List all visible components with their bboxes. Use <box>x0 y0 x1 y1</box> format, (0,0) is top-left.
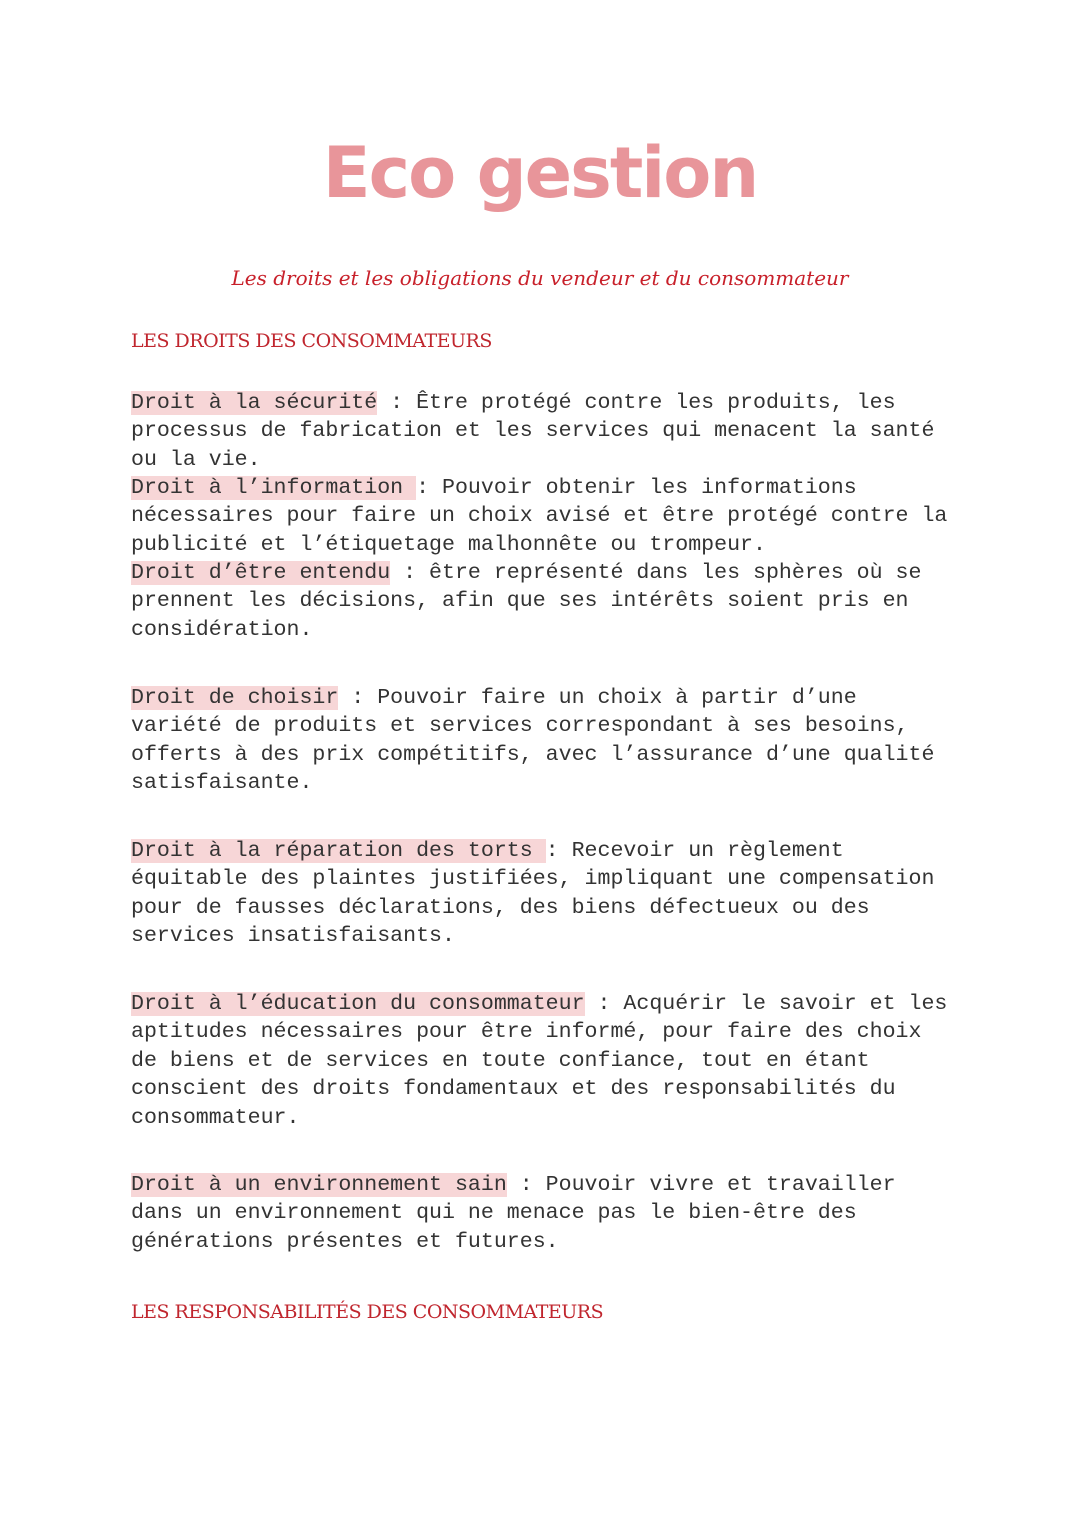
right-description: : Recevoir un règlement équitable des plaintes justifiées, impliquant une compensation pour de fausses déclarations, des biens défectueux ou des services insatisfaisants. <box>131 839 935 949</box>
right-paragraph <box>131 474 951 559</box>
right-description: : Pouvoir faire un choix à partir d’une variété de produits et services correspondant à ses besoins, offerts à des prix compétitifs, avec l’assurance d’une qualité satisfaisante. <box>131 686 935 796</box>
right-description: : Pouvoir vivre et travailler dans un environnement qui ne menace pas le bien-être des générations présentes et futures. <box>131 1173 896 1254</box>
right-term: Droit d’être entendu <box>131 561 391 585</box>
right-paragraph <box>131 684 951 798</box>
section-heading-rights: LES DROITS DES CONSOMMATEURS <box>131 330 492 352</box>
right-description: : Acquérir le savoir et les aptitudes nécessaires pour être informé, pour faire des choix de biens et de services en toute confiance, tout en étant conscient des droits fondamentaux et des responsabilités du consommateur. <box>131 992 948 1130</box>
page-title: Eco gestion <box>322 132 758 214</box>
right-term: Droit de choisir <box>131 686 339 710</box>
right-paragraph <box>131 990 951 1132</box>
right-paragraph <box>131 837 951 951</box>
right-paragraph <box>131 389 951 474</box>
right-description: : Pouvoir obtenir les informations nécessaires pour faire un choix avisé et être protégé contre la publicité et l’étiquetage malhonnête ou trompeur. <box>131 476 948 557</box>
right-term: Droit à l’éducation du consommateur <box>131 992 585 1016</box>
right-term: Droit à la réparation des torts <box>131 839 546 863</box>
right-description: : être représenté dans les sphères où se prennent les décisions, afin que ses intérêts soient pris en considération. <box>131 561 922 642</box>
right-description: : Être protégé contre les produits, les processus de fabrication et les services qui menacent la santé ou la vie. <box>131 391 935 472</box>
right-term: Droit à l’information <box>131 476 417 500</box>
section-heading-responsibilities: LES RESPONSABILITÉS DES CONSOMMATEURS <box>131 1301 604 1323</box>
right-paragraph <box>131 559 951 644</box>
page-subtitle: Les droits et les obligations du vendeur et du consommateur <box>231 266 849 290</box>
right-paragraph <box>131 1171 951 1256</box>
right-term: Droit à la sécurité <box>131 391 378 415</box>
right-term: Droit à un environnement sain <box>131 1173 507 1197</box>
